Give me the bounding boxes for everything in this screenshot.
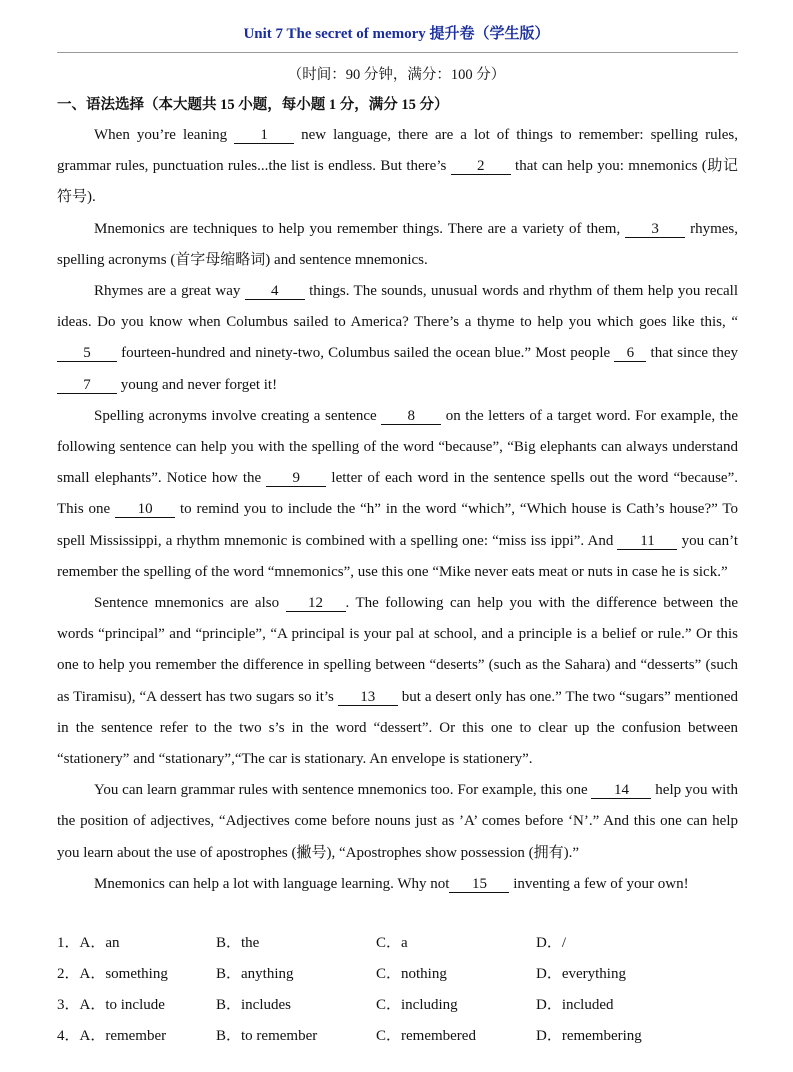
blank-5: 5 — [57, 346, 117, 362]
option-d[interactable]: D．included — [536, 997, 614, 1013]
passage-text: Mnemonics can help a lot with language learning. Why not — [94, 875, 450, 892]
blank-15: 15 — [449, 877, 509, 893]
paragraph-4 — [57, 401, 738, 588]
passage-text: on the letters of a target word. For example, the following sentence can help you with the spelling of the word “because”, “Big elephants can always understand small elephants”. Notice how the — [57, 407, 738, 487]
passage-text: letter of each word in the sentence spells out the word “because”. This one — [57, 470, 738, 518]
option-a[interactable]: 4．A．remember — [57, 1028, 167, 1044]
paragraph-5 — [57, 588, 738, 775]
blank-1: 1 — [234, 128, 294, 144]
document-title: Unit 7 The secret of memory 提升卷（学生版） — [243, 26, 550, 42]
paragraph-1 — [57, 120, 738, 214]
passage-text: . The following can help you with the difference between the words “principal” and “principle”, “A principal is your pal at school, and a principle is a belief or rule.” Or this one to help you remember the difference in spelling between “deserts” (such as the Sahara) and “desserts” (such as Tiramisu), “A dessert has two sugars so it’s — [57, 595, 738, 705]
passage-text: that since they — [646, 345, 738, 362]
passage-text: Rhymes are a great way — [94, 283, 245, 300]
blank-7: 7 — [57, 378, 117, 394]
blank-8: 8 — [381, 409, 441, 425]
option-a[interactable]: 3．A．to include — [57, 997, 165, 1013]
paragraph-3 — [57, 276, 738, 401]
option-c[interactable]: C．nothing — [376, 966, 447, 982]
question-row-3 — [57, 993, 738, 1024]
option-c[interactable]: C．remembered — [376, 1028, 476, 1044]
option-c[interactable]: C．a — [376, 935, 408, 951]
passage-text: help you with the position of adjectives, “Adjectives come before nouns just as ’A’ comes before ‘N’.” And this one can help you learn about the use of apostrophes (撇号), “Apostrophes show possession (拥有).” — [57, 782, 738, 861]
passage-text: You can learn grammar rules with sentence mnemonics too. For example, this one — [94, 782, 592, 799]
option-c[interactable]: C．including — [376, 997, 458, 1013]
blank-6: 6 — [614, 346, 646, 362]
passage-text: things. The sounds, unusual words and rhythm of them help you recall ideas. Do you know when Columbus sailed to America? There’s a thyme to help you which goes like this, “ — [57, 283, 739, 331]
blank-12: 12 — [286, 596, 346, 612]
passage-text: rhymes, spelling acronyms (首字母缩略词) and sentence mnemonics. — [57, 220, 738, 268]
passage-text: inventing a few of your own! — [509, 875, 689, 892]
passage-text: Spelling acronyms involve creating a sentence — [94, 407, 382, 424]
section-heading: 一、语法选择（本大题共 15 小题，每小题 1 分，满分 15 分） — [57, 97, 449, 113]
blank-14: 14 — [591, 783, 651, 799]
passage-text: but a desert only has one.” The two “sugars” mentioned in the sentence refer to the two s’s in the word “dessert”. Or this one to clear up the confusion between “stationery” and “stationary”,“The car is stationary. An envelope is stationery”. — [57, 688, 738, 768]
blank-10: 10 — [115, 502, 175, 518]
option-d[interactable]: D．remembering — [536, 1028, 642, 1044]
option-a[interactable]: 1．A．an — [57, 935, 120, 951]
paragraph-2 — [57, 214, 738, 276]
option-d[interactable]: D．everything — [536, 966, 626, 982]
answer-options — [57, 931, 738, 1055]
passage-text: Mnemonics are techniques to help you remember things. There are a variety of them, — [94, 220, 626, 237]
passage-text: fourteen-hundred and ninety-two, Columbus sailed the ocean blue.” Most people — [117, 345, 615, 362]
blank-11: 11 — [617, 534, 677, 550]
blank-4: 4 — [245, 284, 305, 300]
option-b[interactable]: B．to remember — [216, 1028, 318, 1044]
passage-text: new language, there are a lot of things to remember: spelling rules, grammar rules, punctuation rules...the list is endless. But there’s — [57, 127, 738, 175]
blank-13: 13 — [338, 690, 398, 706]
paragraph-7 — [57, 869, 738, 900]
passage-text: When you’re leaning — [94, 127, 235, 143]
passage-text: to remind you to include the “h” in the word “which”, “Which house is Cath’s house?” To spell Mississippi, a rhythm mnemonic is combined with a spelling one: “miss iss ippi”. And — [57, 501, 738, 549]
cloze-passage — [57, 120, 738, 900]
question-row-4 — [57, 1024, 738, 1055]
passage-text: Sentence mnemonics are also — [94, 595, 286, 612]
time-and-score-info: （时间：90 分钟，满分：100 分） — [287, 67, 506, 83]
blank-2: 2 — [451, 159, 511, 175]
option-b[interactable]: B．the — [216, 935, 260, 951]
option-b[interactable]: B．anything — [216, 966, 294, 982]
option-b[interactable]: B．includes — [216, 997, 291, 1013]
option-d[interactable]: D．/ — [536, 935, 567, 951]
option-a[interactable]: 2．A．something — [57, 966, 168, 982]
passage-text: you can’t remember the spelling of the word “mnemonics”, use this one “Mike never eats meat or nuts in case he is sick.” — [57, 532, 738, 580]
question-row-1 — [57, 931, 738, 962]
question-row-2 — [57, 962, 738, 993]
header-divider — [57, 52, 738, 53]
paragraph-6 — [57, 775, 738, 869]
passage-text: young and never forget it! — [117, 376, 278, 393]
blank-3: 3 — [625, 222, 685, 238]
blank-9: 9 — [266, 471, 326, 487]
passage-text: that can help you: mnemonics (助记符号). — [57, 158, 738, 206]
